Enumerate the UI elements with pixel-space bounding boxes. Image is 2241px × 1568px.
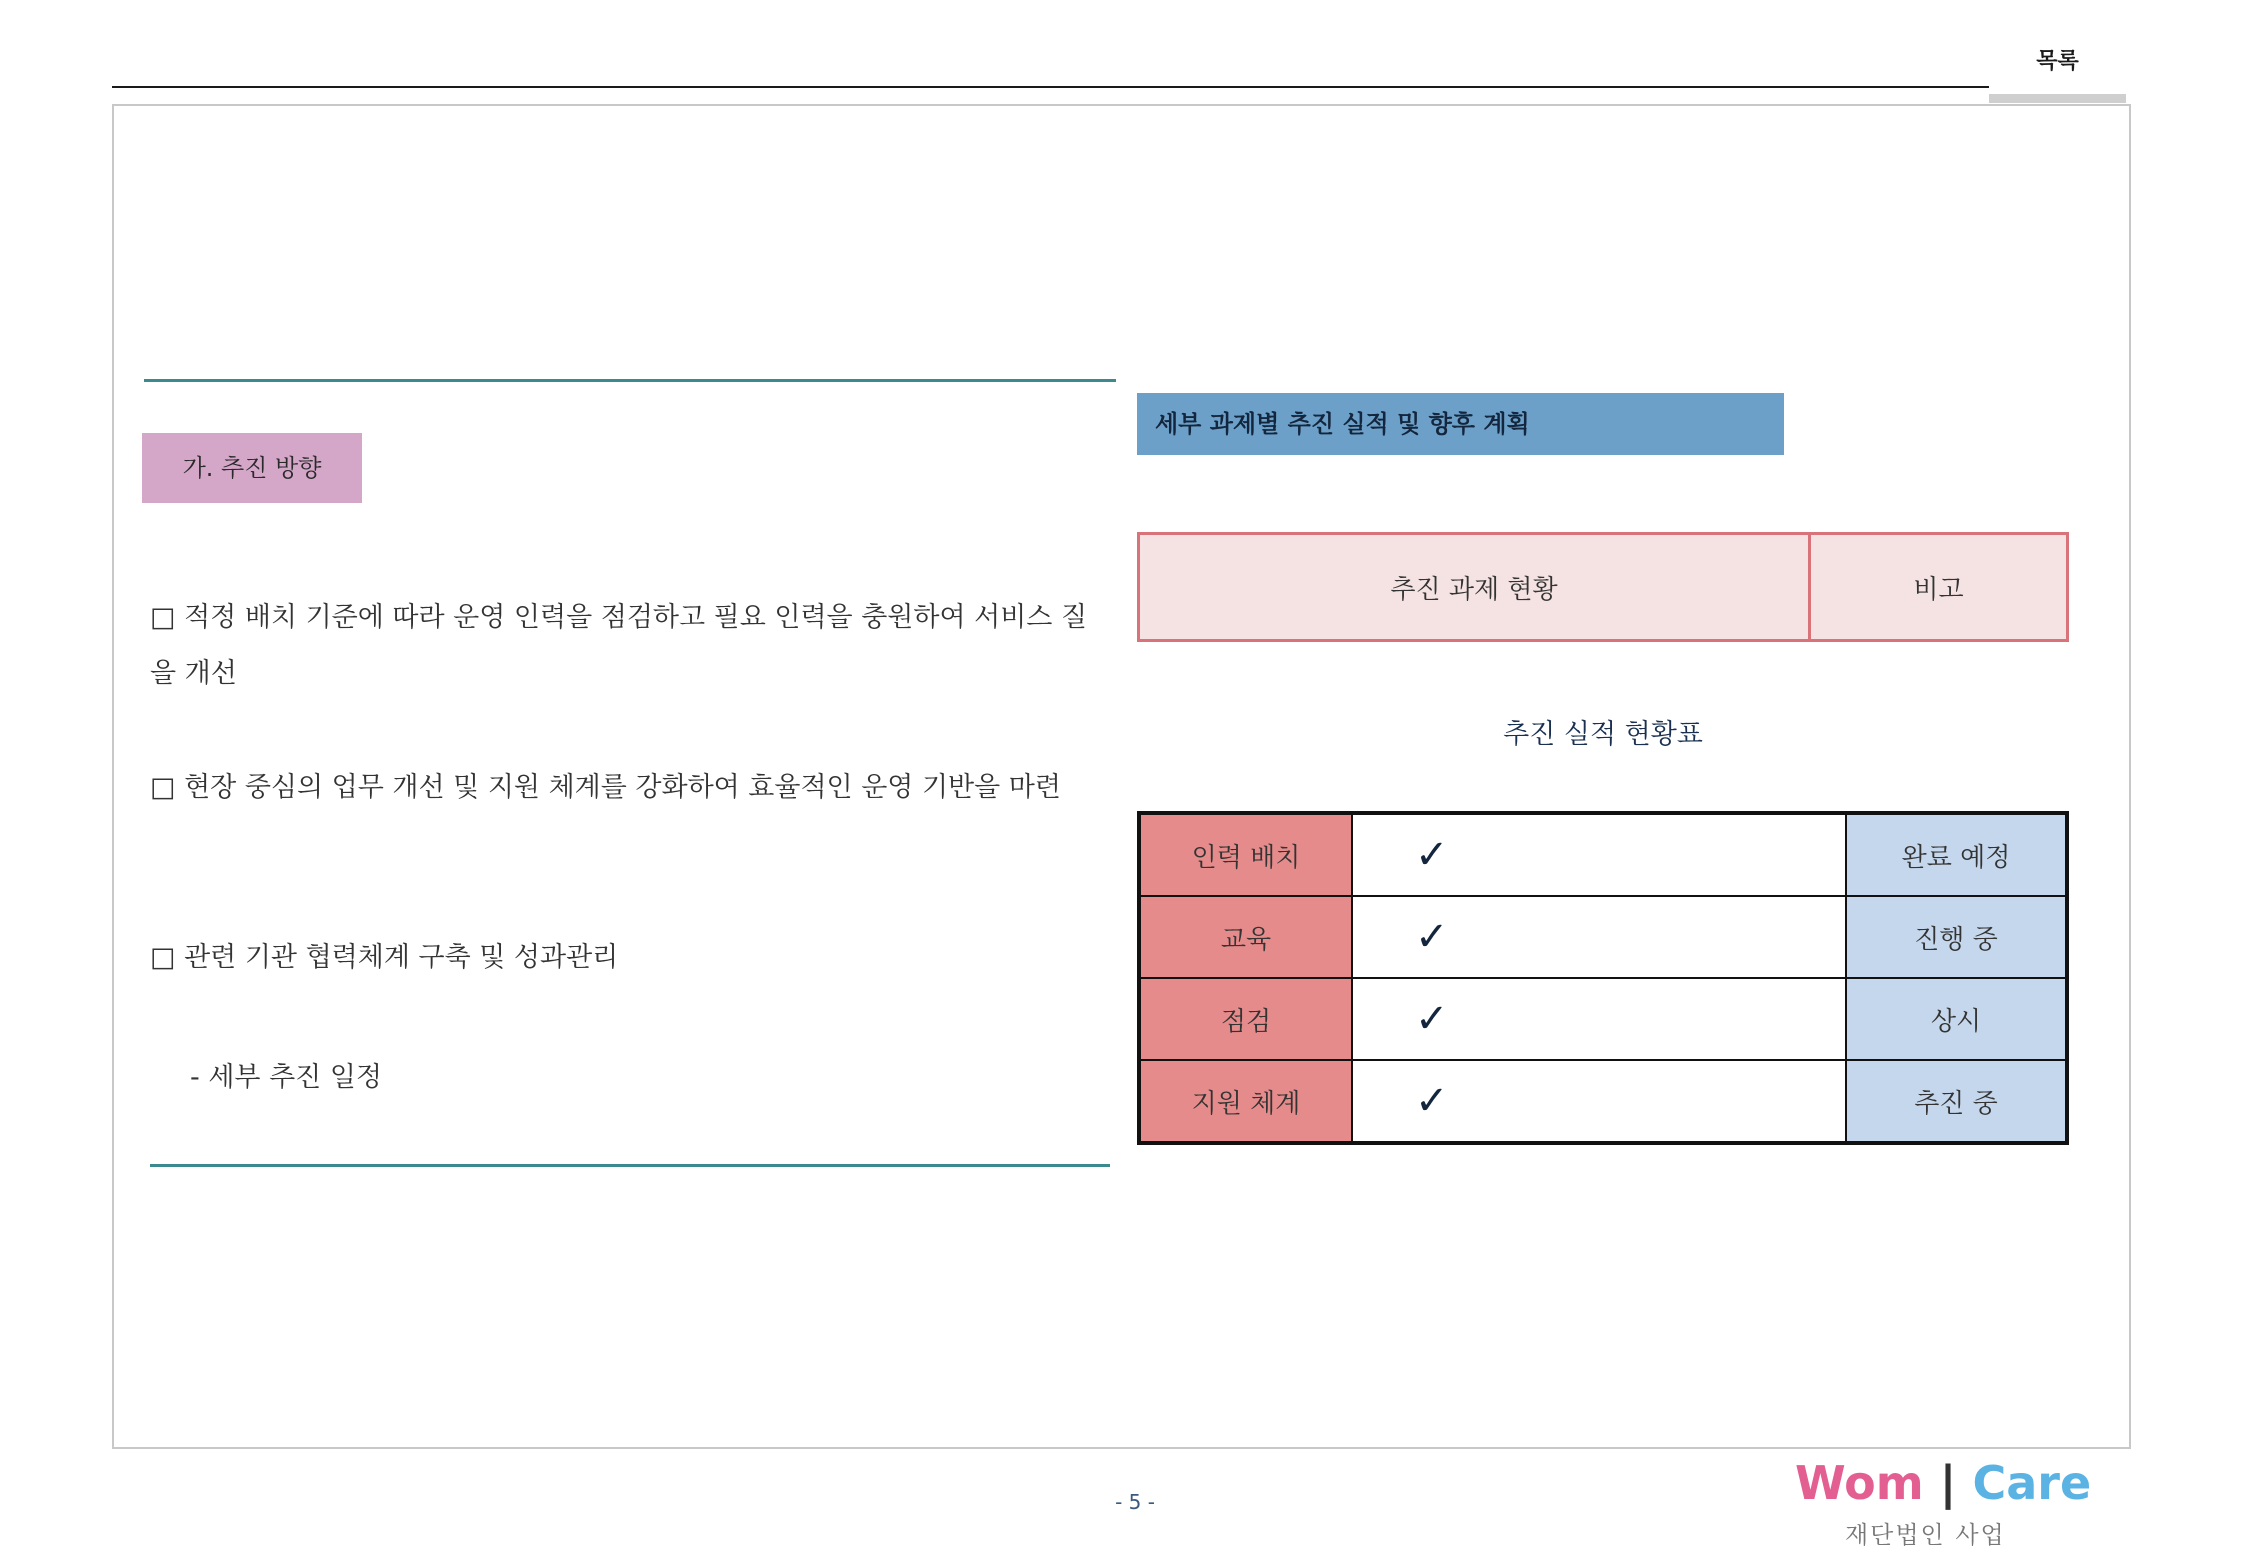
row-label: 교육 (1139, 896, 1352, 978)
row-label: 점검 (1139, 978, 1352, 1060)
row-value: 완료 예정 (1846, 813, 2067, 896)
check-icon: ✓ (1352, 813, 1846, 896)
table-row (1139, 896, 2067, 978)
section-bottom-rule (150, 1164, 1110, 1167)
right-section-title: 세부 과제별 추진 실적 및 향후 계획 (1137, 393, 1784, 455)
header-tag-bar (1989, 94, 2126, 103)
row-value: 상시 (1846, 978, 2067, 1060)
table-caption: 추진 실적 현황표 (1503, 719, 1703, 750)
check-icon: ✓ (1352, 896, 1846, 978)
summary-box (1137, 532, 2069, 642)
section-badge: 가. 추진 방향 (142, 433, 362, 503)
section-top-rule (144, 379, 1116, 382)
logo-part-b: Care (1972, 1456, 2092, 1510)
paragraph: □ 현장 중심의 업무 개선 및 지원 체계를 강화하여 효율적인 운영 기반을 마련 (150, 772, 1061, 803)
table-row (1139, 813, 2067, 896)
row-label: 지원 체계 (1139, 1060, 1352, 1143)
header-rule (112, 86, 1989, 88)
paragraph: □ 관련 기관 협력체계 구축 및 성과관리 (150, 942, 619, 973)
header-tag: 목록 (2036, 49, 2079, 74)
logo-subtitle: 재단법인 사업 (1845, 1521, 2006, 1549)
logo-separator: | (1939, 1456, 1957, 1510)
row-value: 추진 중 (1846, 1060, 2067, 1143)
paragraph: - 세부 추진 일정 (190, 1062, 382, 1093)
check-icon: ✓ (1352, 1060, 1846, 1143)
paragraph: □ 적정 배치 기준에 따라 운영 인력을 점검하고 필요 인력을 충원하여 서비스 질을 개선 (150, 602, 1088, 689)
summary-box-side: 비고 (1808, 535, 2066, 639)
status-table (1137, 811, 2069, 1145)
page-number: - 5 - (1115, 1490, 1155, 1514)
table-row (1139, 978, 2067, 1060)
row-label: 인력 배치 (1139, 813, 1352, 896)
row-value: 진행 중 (1846, 896, 2067, 978)
organization-logo (1795, 1455, 2100, 1565)
summary-box-main: 추진 과제 현황 (1390, 574, 1558, 605)
check-icon: ✓ (1352, 978, 1846, 1060)
logo-part-a: Wom (1795, 1456, 1924, 1510)
logo-wordmark (1795, 1455, 2100, 1511)
table-row (1139, 1060, 2067, 1143)
